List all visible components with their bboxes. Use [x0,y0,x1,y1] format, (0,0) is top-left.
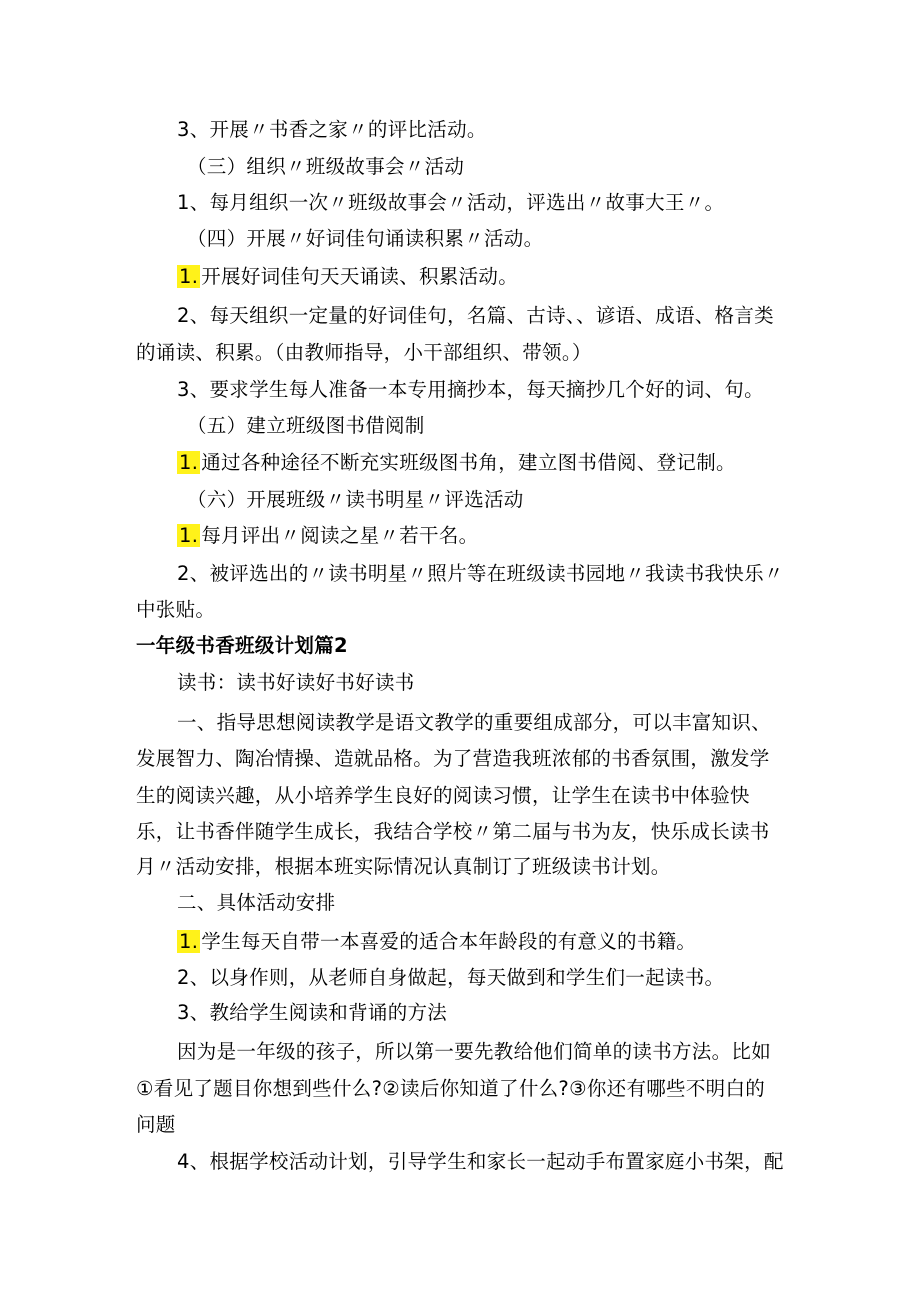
list-item [177,522,837,550]
text-line: 生的阅读兴趣，从小培养学生良好的阅读习惯，让学生在读书中体验快 [136,784,750,807]
section-heading: （五）建立班级图书借阅制 [187,414,425,437]
list-item [177,449,837,477]
text-line: 发展智力、陶冶情操、造就品格。为了营造我班浓郁的书香氛围，激发学 [136,747,770,770]
text-line: 的诵读、积累。（由教师指导，小干部组织、带领。） [136,341,592,364]
text-line: 3、要求学生每人准备一本专用摘抄本，每天摘抄几个好的词、句。 [177,378,764,401]
text-line: 问题 [136,1113,176,1136]
section-heading: （四）开展〃好词佳句诵读积累〃活动。 [187,227,544,250]
text-line: 月〃活动安排，根据本班实际情况认真制订了班级读书计划。 [136,855,671,878]
text-line: 中张贴。 [136,598,216,621]
list-item-text: 开展好词佳句天天诵读、积累活动。 [201,265,519,288]
text-line: 3、开展〃书香之家〃的评比活动。 [177,118,487,141]
list-item-text: 学生每天自带一本喜爱的适合本年龄段的有意义的书籍。 [201,930,697,953]
list-item-text: 通过各种途径不断充实班级图书角，建立图书借阅、登记制。 [201,451,736,474]
section-heading: （六）开展班级〃读书明星〃评选活动 [187,488,524,511]
text-line: ①看见了题目你想到些什么?②读后你知道了什么?③你还有哪些不明白的 [136,1077,766,1100]
text-line: 读书：读书好读好书好读书 [177,671,415,694]
text-line: 1、每月组织一次〃班级故事会〃活动，评选出〃故事大王〃。 [177,191,725,214]
text-line: 二、具体活动安排 [177,891,336,914]
text-line: 乐，让书香伴随学生成长，我结合学校〃第二届与书为友，快乐成长读书 [136,820,770,843]
list-item [177,263,837,291]
section-heading: （三）组织〃班级故事会〃活动 [187,155,465,178]
text-line: 2、被评选出的〃读书明星〃照片等在班级读书园地〃我读书我快乐〃 [177,562,784,585]
highlighted-list-marker: 1. [179,930,199,953]
text-line: 一、指导思想阅读教学是语文教学的重要组成部分，可以丰富知识、 [177,711,772,734]
list-item [177,928,837,956]
highlighted-list-marker: 1. [179,265,199,288]
text-line: 4、根据学校活动计划，引导学生和家长一起动手布置家庭小书架，配 [177,1150,784,1173]
section-title: 一年级书香班级计划篇2 [136,634,348,657]
text-line: 因为是一年级的孩子，所以第一要先教给他们简单的读书方法。比如 [177,1040,772,1063]
list-item-text: 每月评出〃阅读之星〃若干名。 [201,524,479,547]
text-line: 2、每天组织一定量的好词佳句，名篇、古诗、、谚语、成语、格言类 [177,304,774,327]
text-line: 2、以身作则，从老师自身做起，每天做到和学生们一起读书。 [177,966,725,989]
text-line: 3、教给学生阅读和背诵的方法 [177,1001,448,1024]
highlighted-list-marker: 1. [179,451,199,474]
highlighted-list-marker: 1. [179,524,199,547]
